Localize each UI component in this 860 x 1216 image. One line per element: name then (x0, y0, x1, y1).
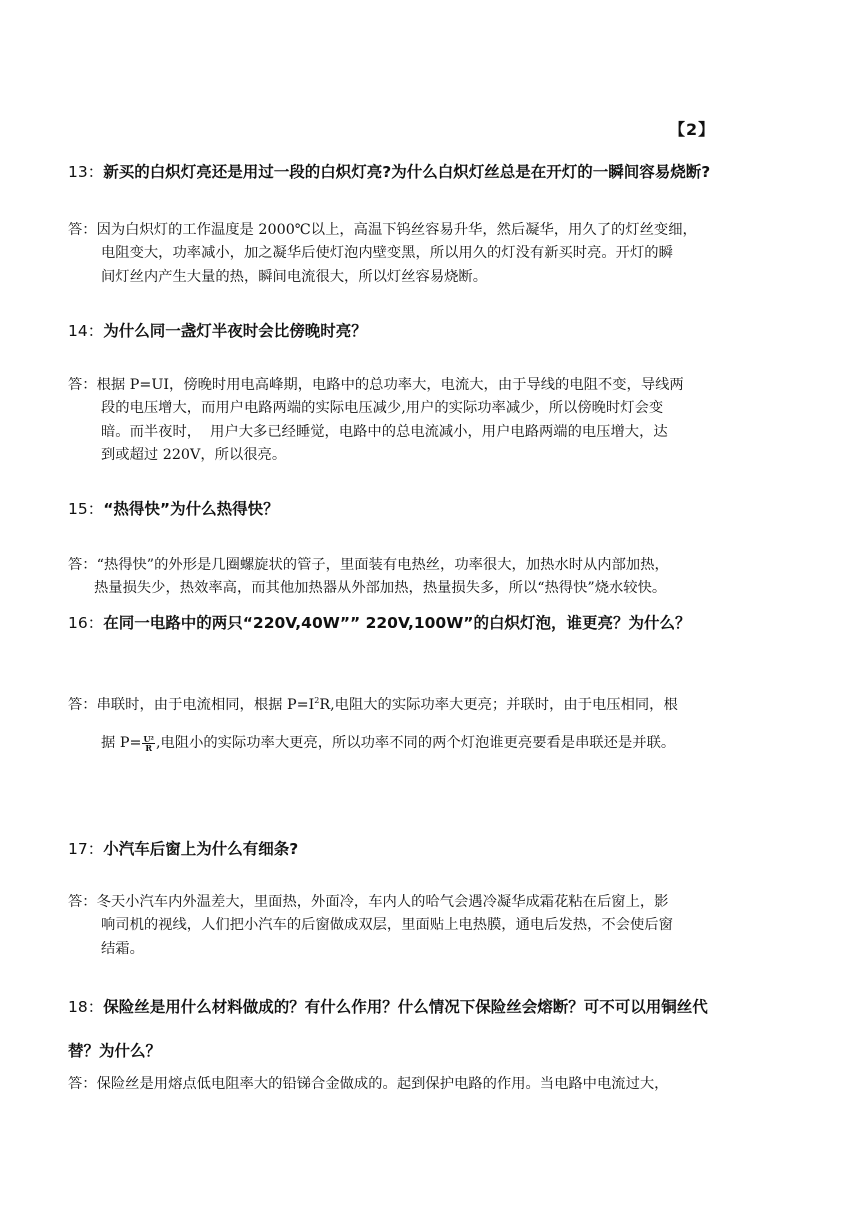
answer-17 (68, 891, 798, 961)
question-text: “热得快”为什么热得快？ (103, 500, 279, 518)
question-13 (68, 155, 803, 189)
answer-line: 段的电压增大，而用户电路两端的实际电压减少,用户的实际功率减少，所以傍晚时灯会变 (101, 400, 664, 417)
answer-line: 响司机的视线，人们把小汽车的后窗做成双层，里面贴上电热膜，通电后发热，不会使后窗 (101, 917, 673, 934)
question-number: 14： (68, 322, 104, 340)
question-15 (68, 492, 803, 526)
answer-line: 答：根据 P=UI，傍晚时用电高峰期，电路中的总功率大，电流大，由于导线的电阻不变，导线两 (68, 377, 684, 393)
question-number: 13： (68, 163, 104, 181)
answer-line: 答：“热得快”的外形是几圈螺旋状的管子，里面装有电热丝，功率很大，加热水时从内部加热， (68, 557, 669, 573)
question-text: 为什么同一盏灯半夜时会比傍晚时亮？ (103, 322, 367, 340)
answer-line: 间灯丝内产生大量的热，瞬间电流很大，所以灯丝容易烧断。 (101, 268, 488, 285)
question-text: 保险丝是用什么材料做成的？有什么作用？什么情况下保险丝会熔断？可不可以用铜丝代 (103, 998, 708, 1016)
question-text: 在同一电路中的两只“220V,40W”” 220V,100W”的白炽灯泡，谁更亮？为什么？ (103, 614, 691, 632)
question-17 (68, 832, 803, 866)
answer-line: 热量损失少，热效率高，而其他加热器从外部加热，热量损失多，所以“热得快”烧水较快。 (94, 580, 667, 597)
question-18 (68, 990, 803, 1024)
answer-16-line-2: 据 P= $\frac{\text{U²}}{R}$ ,电阻小的实际功率大更亮，所以功率不同的两个灯泡谁更亮要看是串联还是并联。 (101, 733, 676, 753)
page-number: 【2】 (669, 120, 716, 139)
question-text: 新买的白炽灯亮还是用过一段的白炽灯亮?为什么白炽灯丝总是在开灯的一瞬间容易烧断? (103, 163, 711, 181)
answer-line: 暗。而半夜时， 用户大多已经睡觉，电路中的总电流减小，用户电路两端的电压增大，达 (101, 423, 668, 440)
answer-line: 结霜。 (101, 940, 144, 957)
answer-13 (68, 219, 798, 289)
question-number: 17： (68, 840, 104, 858)
question-number: 18： (68, 998, 104, 1016)
answer-line: 电阻变大，功率减小，加之凝华后使灯泡内壁变黑，所以用久的灯没有新买时亮。开灯的瞬 (101, 245, 673, 262)
answer-14 (68, 374, 798, 468)
answer-line: 答：保险丝是用熔点低电阻率大的铅锑合金做成的。起到保护电路的作用。当电路中电流过大， (68, 1076, 669, 1092)
answer-line: 答：冬天小汽车内外温差大，里面热，外面冷，车内人的哈气会遇冷凝华成霜花粘在后窗上，影 (68, 894, 669, 910)
answer-18 (68, 1073, 798, 1096)
question-text: 替？为什么？ (68, 1042, 162, 1060)
fraction-formula: $\frac{\text{U²}}{R}$ (143, 733, 154, 753)
answer-16-line-1: 答：串联时，由于电流相同，根据 $P=I^2R$,电阻大的实际功率大更亮；并联时，由于电压相同，根 (68, 696, 678, 713)
question-18-cont (68, 1034, 803, 1068)
superscript: 2 (314, 696, 320, 705)
answer-line: 到或超过 220V，所以很亮。 (101, 447, 287, 464)
question-number: 15： (68, 500, 104, 518)
answer-15 (68, 554, 798, 601)
answer-line: 答：因为白炽灯的工作温度是 2000℃以上，高温下钨丝容易升华，然后凝华，用久了的灯丝变细， (68, 222, 697, 238)
question-16 (68, 606, 803, 640)
question-number: 16： (68, 614, 104, 632)
question-text: 小汽车后窗上为什么有细条? (103, 840, 299, 858)
question-14 (68, 314, 803, 348)
